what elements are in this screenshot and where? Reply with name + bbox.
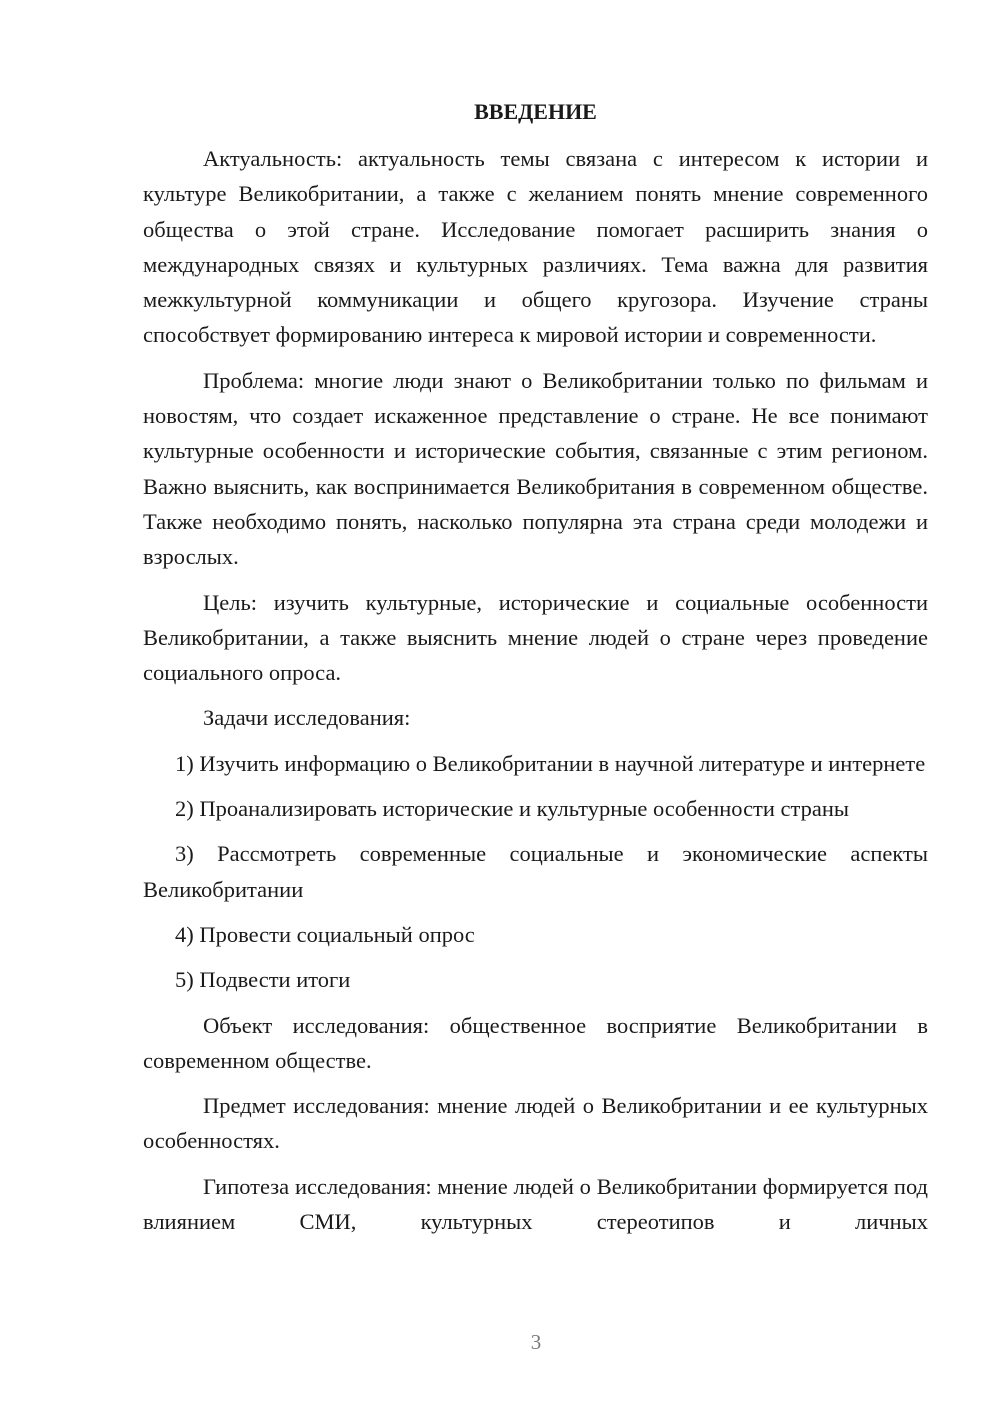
list-item-task-5: 5) Подвести итоги [175, 967, 351, 993]
paragraph-tasks-title: Задачи исследования: [203, 705, 411, 731]
paragraph-relevance: Актуальность: актуальность темы связана с интересом к истории и культуре Великобритании, а также с желанием понять мнение современного общества о этой стране. Исследование помогает расширить знания о международных связях и культурных различиях. Тема важна для развития межкультурной коммуникации и общего кругозора. Изучение страны способствует формированию интереса к мировой истории и современности. [143, 146, 928, 348]
list-item-task-1: 1) Изучить информацию о Великобритании в научной литературе и интернете [175, 750, 926, 776]
paragraph-problem: Проблема: многие люди знают о Великобритании только по фильмам и новостям, что создает искаженное представление о стране. Не все понимают культурные особенности и исторические события, связанные с этим регионом. Важно выяснить, как воспринимается Великобритания в современном обществе. Также необходимо понять, насколько популярна эта страна среди молодежи и взрослых. [143, 367, 928, 570]
document-body [143, 94, 928, 1249]
section-heading: ВВЕДЕНИЕ [474, 99, 597, 124]
list-item-task-3: 3) Рассмотреть современные социальные и экономические аспекты Великобритании [143, 841, 928, 902]
paragraph-goal: Цель: изучить культурные, исторические и социальные особенности Великобритании, а также выяснить мнение людей о стране через проведение социального опроса. [143, 589, 928, 686]
paragraph-hypothesis: Гипотеза исследования: мнение людей о Великобритании формируется под влиянием СМИ, культурных стереотипов и личных [143, 1173, 928, 1235]
paragraph-object: Объект исследования: общественное восприятие Великобритании в современном обществе. [143, 1012, 928, 1073]
list-item-task-2: 2) Проанализировать исторические и культурные особенности страны [175, 796, 850, 822]
page-number: 3 [530, 1330, 542, 1354]
paragraph-subject: Предмет исследования: мнение людей о Великобритании и ее культурных особенностях. [143, 1093, 928, 1154]
list-item-task-4: 4) Провести социальный опрос [175, 921, 475, 947]
